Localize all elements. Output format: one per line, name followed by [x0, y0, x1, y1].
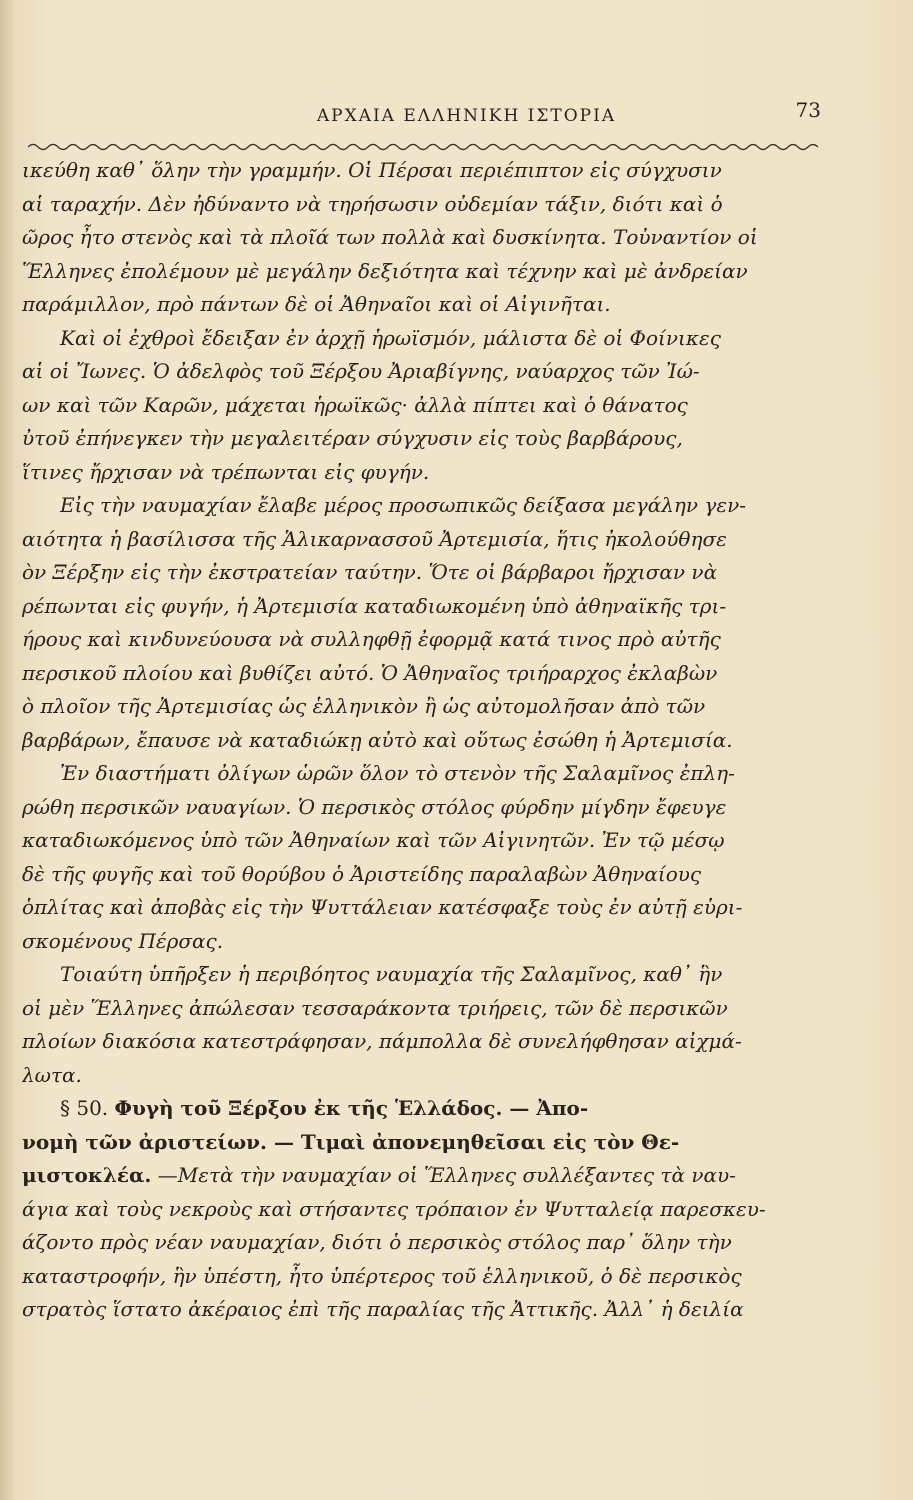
text-line: ικεύθη καθ᾽ ὅλην τὴν γραμμήν. Οἱ Πέρσαι περιέπιπτον εἰς σύγχυσιν — [22, 158, 722, 182]
text-line: ήρους καὶ κινδυνεύουσα νὰ συλληφθῇ ἐφορμᾷ κατά τινος πρὸ αὐτῆς — [22, 627, 721, 651]
section-body-start: —Μετὰ τὴν ναυμαχίαν οἱ Ἕλληνες συλλέξαντες τὰ ναυ- — [157, 1163, 736, 1187]
text-line: ρέπωνται εἰς φυγήν, ἡ Ἀρτεμισία καταδιωκομένη ὑπὸ ἀθηναϊκῆς τρι- — [22, 593, 727, 618]
text-line: οἱ μὲν Ἕλληνες ἀπώλεσαν τεσσαράκοντα τριήρεις, τῶν δὲ περσικῶν — [22, 995, 728, 1020]
paragraph-start-line: Ἐν διαστήματι ὀλίγων ὡρῶν ὅλον τὸ στενὸν τῆς Σαλαμῖνος ἐπλη- — [60, 761, 735, 785]
wavy-rule-divider — [28, 140, 823, 154]
text-line: καταστροφήν, ἣν ὑπέστη, ἦτο ὑπέρτερος τοῦ ἑλληνικοῦ, ὁ δὲ περσικὸς — [22, 1263, 742, 1288]
section-heading-line — [22, 1159, 822, 1193]
text-line: ὐτοῦ ἐπήνεγκεν τὴν μεγαλειτέραν σύγχυσιν εἰς τοὺς βαρβάρους, — [22, 426, 683, 450]
paragraph-start-line: Καὶ οἱ ἐχθροὶ ἔδειξαν ἐν ἀρχῇ ἡρωϊσμόν, μάλιστα δὲ οἱ Φοίνικες — [60, 325, 721, 350]
body-text — [22, 154, 822, 1327]
section-heading: Φυγὴ τοῦ Ξέρξου ἐκ τῆς Ἑλλάδος. — Ἀπο- — [114, 1096, 589, 1120]
section-heading-line — [22, 1092, 822, 1126]
text-line: άγια καὶ τοὺς νεκροὺς καὶ στήσαντες τρόπαιον ἐν Ψυτταλείᾳ παρεσκευ- — [22, 1196, 766, 1221]
text-line: ὸν Ξέρξην εἰς τὴν ἐκστρατείαν ταύτην. Ὅτε οἱ βάρβαροι ἤρχισαν νὰ — [22, 560, 718, 584]
section-heading-line — [22, 1126, 822, 1160]
text-line: λωτα. — [22, 1062, 82, 1087]
text-line: παράμιλλον, πρὸ πάντων δὲ οἱ Ἀθηναῖοι καὶ οἱ Αἰγινῆται. — [22, 292, 611, 316]
text-line: ὁπλίτας καὶ ἀποβὰς εἰς τὴν Ψυττάλειαν κατέσφαξε τοὺς ἐν αὐτῇ εὑρι- — [22, 895, 743, 919]
text-line: αἱ οἱ Ἴωνες. Ὁ ἀδελφὸς τοῦ Ξέρξου Ἀριαβίγνης, ναύαρχος τῶν Ἰώ- — [22, 359, 700, 383]
paragraph-start-line: Τοιαύτη ὑπῆρξεν ἡ περιβόητος ναυμαχία τῆς Σαλαμῖνος, καθ᾽ ἣν — [60, 962, 723, 986]
text-line: αἱ ταραχήν. Δὲν ἠδύναντο νὰ τηρήσωσιν οὐδεμίαν τάξιν, διότι καὶ ὁ — [22, 191, 723, 216]
text-line: ρώθη περσικῶν ναυαγίων. Ὁ περσικὸς στόλος φύρδην μίγδην ἔφευγε — [22, 794, 727, 819]
text-line: ἵτινες ἤρχισαν νὰ τρέπωνται εἰς φυγήν. — [22, 459, 430, 484]
text-line: πλοίων διακόσια κατεστράφησαν, πάμπολλα δὲ συνελήφθησαν αἰχμά- — [22, 1029, 742, 1053]
page-binding-edge — [0, 0, 14, 1500]
section-heading-end: μιστοκλέα. — [22, 1163, 152, 1187]
running-header — [0, 106, 913, 126]
section-heading-continued: νομὴ τῶν ἀριστείων. — Τιμαὶ ἀπονεμηθεῖσαι εἰς τὸν Θε- — [22, 1129, 680, 1154]
text-line: βαρβάρων, ἔπαυσε νὰ καταδιώκῃ αὐτὸ καὶ οὕτως ἐσώθη ἡ Ἀρτεμισία. — [22, 727, 733, 752]
text-line: άζοντο πρὸς νέαν ναυμαχίαν, διότι ὁ περσικὸς στόλος παρ᾽ ὅλην τὴν — [22, 1230, 732, 1254]
text-line: ων καὶ τῶν Καρῶν, μάχεται ἡρωϊκῶς· ἀλλὰ πίπτει καὶ ὁ θάνατος — [22, 392, 688, 417]
text-line: ὸ πλοῖον τῆς Ἀρτεμισίας ὡς ἑλληνικὸν ἢ ὡς αὐτομολῆσαν ἀπὸ τῶν — [22, 694, 706, 718]
text-line: αιότητα ἡ βασίλισσα τῆς Ἁλικαρνασσοῦ Ἀρτεμισία, ἥτις ἠκολούθησε — [22, 526, 727, 551]
text-line: καταδιωκόμενος ὑπὸ τῶν Ἀθηναίων καὶ τῶν Αἰγινητῶν. Ἐν τῷ μέσῳ — [22, 828, 725, 852]
page-number: 73 — [795, 98, 821, 122]
text-line: Ἕλληνες ἐπολέμουν μὲ μεγάλην δεξιότητα καὶ τέχνην καὶ μὲ ἀνδρείαν — [22, 258, 748, 283]
paragraph-start-line: Εἰς τὴν ναυμαχίαν ἔλαβε μέρος προσωπικῶς δείξασα μεγάλην γεν- — [60, 493, 747, 517]
text-line: στρατὸς ἵστατο ἀκέραιος ἐπὶ τῆς παραλίας τῆς Ἀττικῆς. Ἀλλ᾽ ἡ δειλία — [22, 1297, 744, 1321]
running-header-text: ΑΡΧΑΙΑ ΕΛΛΗΝΙΚΗ ΙΣΤΟΡΙΑ — [316, 106, 617, 126]
text-line: δὲ τῆς φυγῆς καὶ τοῦ θορύβου ὁ Ἀριστείδης παραλαβὼν Ἀθηναίους — [22, 861, 702, 886]
text-line: περσικοῦ πλοίου καὶ βυθίζει αὐτό. Ὁ Ἀθηναῖος τριήραρχος ἐκλαβὼν — [22, 660, 718, 685]
text-line: σκομένους Πέρσας. — [22, 928, 224, 953]
text-line: ῶρος ἦτο στενὸς καὶ τὰ πλοῖά των πολλὰ καὶ δυσκίνητα. Τοὐναντίον οἱ — [22, 225, 758, 249]
section-number: § 50. — [60, 1096, 109, 1120]
